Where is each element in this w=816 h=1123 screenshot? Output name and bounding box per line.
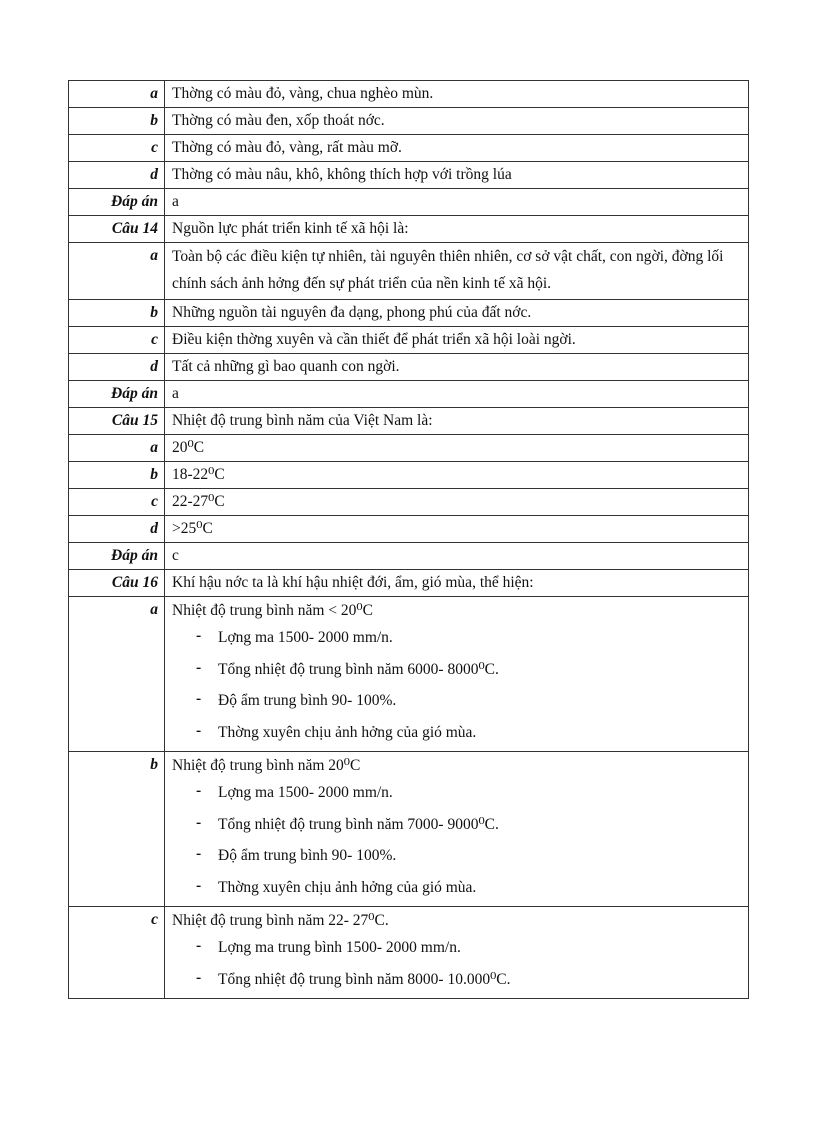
bullet-list — [172, 932, 742, 995]
option-stem: Nhiệt độ trung bình năm 20⁰C — [172, 757, 361, 774]
question-text: Nguồn lực phát triển kinh tế xã hội là: — [165, 216, 749, 243]
row-label: c — [69, 135, 165, 162]
answer-row — [69, 189, 749, 216]
table-row — [69, 81, 749, 108]
quiz-table — [68, 80, 749, 999]
answer-label: Đáp án — [69, 381, 165, 408]
answer-row — [69, 543, 749, 570]
option-label: a — [69, 597, 165, 752]
option-stem: Nhiệt độ trung bình năm < 20⁰C — [172, 602, 373, 619]
answer-label: Đáp án — [69, 543, 165, 570]
list-item: - Tổng nhiệt độ trung bình năm 8000- 10.000⁰C. — [192, 964, 742, 996]
row-text: 20⁰C — [165, 435, 749, 462]
option-content — [165, 752, 749, 907]
row-label: c — [69, 327, 165, 354]
table-row — [69, 516, 749, 543]
question-row — [69, 408, 749, 435]
question-number: Câu 15 — [69, 408, 165, 435]
option-row-c — [69, 907, 749, 999]
question-text: Khí hậu nớc ta là khí hậu nhiệt đới, ẩm, gió mùa, thể hiện: — [165, 570, 749, 597]
option-label: b — [69, 752, 165, 907]
answer-row — [69, 381, 749, 408]
row-text: Những nguồn tài nguyên đa dạng, phong phú của đất nớc. — [165, 300, 749, 327]
row-label: b — [69, 108, 165, 135]
row-text: Thờng có màu nâu, khô, không thích hợp với trồng lúa — [165, 162, 749, 189]
question-row — [69, 216, 749, 243]
list-item: - Lợng ma trung bình 1500- 2000 mm/n. — [192, 932, 742, 964]
row-text: Tất cả những gì bao quanh con ngời. — [165, 354, 749, 381]
row-text: >25⁰C — [165, 516, 749, 543]
table-row — [69, 435, 749, 462]
row-text: Thờng có màu đỏ, vàng, chua nghèo mùn. — [165, 81, 749, 108]
list-item: - Độ ẩm trung bình 90- 100%. — [192, 685, 742, 717]
table-row — [69, 243, 749, 300]
list-item: - Lợng ma 1500- 2000 mm/n. — [192, 622, 742, 654]
table-row — [69, 135, 749, 162]
table-row — [69, 327, 749, 354]
list-item: - Độ ẩm trung bình 90- 100%. — [192, 840, 742, 872]
question-number: Câu 16 — [69, 570, 165, 597]
bullet-list — [172, 777, 742, 903]
list-item: - Thờng xuyên chịu ảnh hởng của gió mùa. — [192, 872, 742, 904]
list-item: - Tổng nhiệt độ trung bình năm 6000- 8000⁰C. — [192, 654, 742, 686]
row-label: b — [69, 462, 165, 489]
question-row — [69, 570, 749, 597]
list-item: - Lợng ma 1500- 2000 mm/n. — [192, 777, 742, 809]
option-row-a — [69, 597, 749, 752]
row-label: a — [69, 81, 165, 108]
option-content — [165, 597, 749, 752]
option-label: c — [69, 907, 165, 999]
list-item: - Thờng xuyên chịu ảnh hởng của gió mùa. — [192, 717, 742, 749]
table-row — [69, 300, 749, 327]
list-item: - Tổng nhiệt độ trung bình năm 7000- 9000⁰C. — [192, 809, 742, 841]
question-number: Câu 14 — [69, 216, 165, 243]
table-row — [69, 162, 749, 189]
row-label: d — [69, 162, 165, 189]
table-row — [69, 489, 749, 516]
row-label: a — [69, 243, 165, 300]
answer-value: a — [165, 189, 749, 216]
answer-label: Đáp án — [69, 189, 165, 216]
row-text: Thờng có màu đen, xốp thoát nớc. — [165, 108, 749, 135]
question-text: Nhiệt độ trung bình năm của Việt Nam là: — [165, 408, 749, 435]
option-content — [165, 907, 749, 999]
row-label: a — [69, 435, 165, 462]
row-text: 22-27⁰C — [165, 489, 749, 516]
row-label: c — [69, 489, 165, 516]
answer-value: a — [165, 381, 749, 408]
table-row — [69, 354, 749, 381]
row-label: b — [69, 300, 165, 327]
row-label: d — [69, 354, 165, 381]
bullet-list — [172, 622, 742, 748]
option-row-b — [69, 752, 749, 907]
row-label: d — [69, 516, 165, 543]
row-text: Thờng có màu đỏ, vàng, rất màu mỡ. — [165, 135, 749, 162]
row-text: Toàn bộ các điều kiện tự nhiên, tài nguyên thiên nhiên, cơ sở vật chất, con ngời, đờng lối chính sách ảnh hởng đến sự phát triển của nền kinh tế xã hội. — [165, 243, 749, 300]
answer-value: c — [165, 543, 749, 570]
table-row — [69, 462, 749, 489]
option-stem: Nhiệt độ trung bình năm 22- 27⁰C. — [172, 912, 389, 929]
table-row — [69, 108, 749, 135]
document-page — [68, 80, 749, 999]
row-text: 18-22⁰C — [165, 462, 749, 489]
row-text: Điều kiện thờng xuyên và cần thiết để phát triển xã hội loài ngời. — [165, 327, 749, 354]
